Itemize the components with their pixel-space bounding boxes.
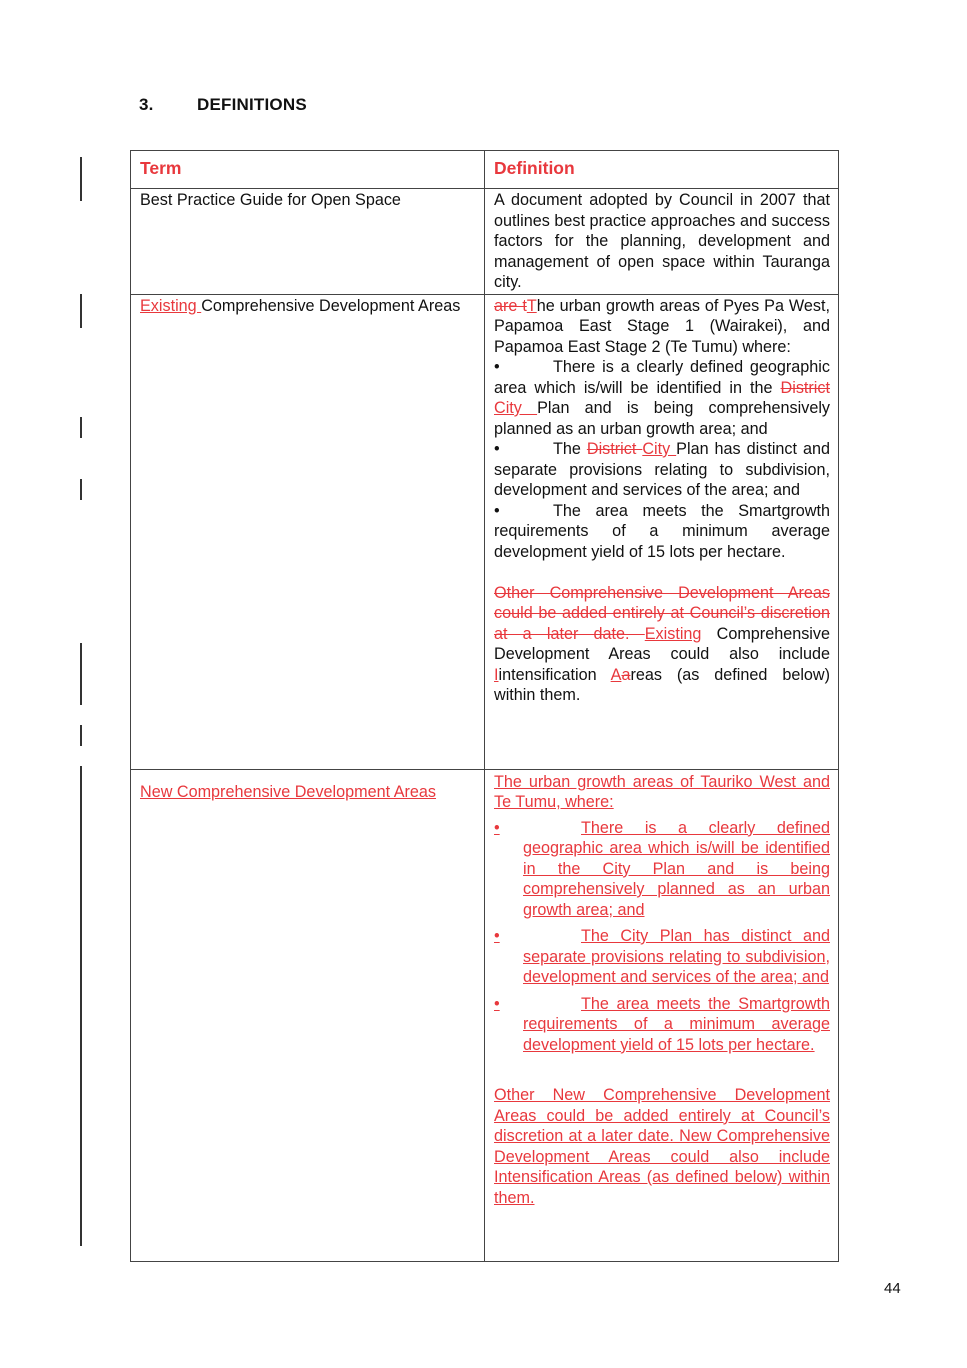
deleted-text: Other Comprehensive Development Areas could be added entirely at Council’s discretion at a later date. xyxy=(494,583,830,643)
section-number: 3. xyxy=(139,95,154,114)
list-item: • There is a clearly defined geographic area which is/will be identified in the City Plan and is being comprehensively planned as an urban growth area; and xyxy=(494,818,830,919)
list-item: • The District City Plan has distinct and separate provisions relating to subdivision, development and services of the area; and xyxy=(494,440,830,499)
term-header: Term xyxy=(131,151,485,189)
list-item: • The area meets the Smartgrowth requirements of a minimum average development yield of 15 lots per hectare. xyxy=(494,501,830,561)
definition-cell: A document adopted by Council in 2007 that outlines best practice approaches and success factors for the planning, development and management of open space within Tauranga city. xyxy=(485,189,839,295)
change-bar xyxy=(80,157,82,201)
change-bar xyxy=(80,725,82,746)
definition-header: Definition xyxy=(485,151,839,189)
inserted-text: T xyxy=(526,296,537,315)
term-cell: Best Practice Guide for Open Space xyxy=(131,189,485,295)
table-row xyxy=(131,294,839,769)
definitions-table xyxy=(130,150,839,1262)
list-item: • The City Plan has distinct and separate provisions relating to subdivision, development and services of the area; and xyxy=(494,927,830,986)
table-header-row xyxy=(131,151,839,189)
change-bar xyxy=(80,643,82,705)
section-title: DEFINITIONS xyxy=(197,95,307,114)
section-heading xyxy=(139,95,307,115)
change-bar xyxy=(80,479,82,500)
change-bar xyxy=(80,417,82,438)
term-cell: New Comprehensive Development Areas xyxy=(131,769,485,1261)
table-row xyxy=(131,189,839,295)
term-cell: Existing Comprehensive Development Areas xyxy=(131,294,485,769)
change-bar xyxy=(80,766,82,1246)
inserted-text: Existing xyxy=(140,296,202,315)
deleted-text: are t xyxy=(494,296,527,315)
page-number: 44 xyxy=(884,1280,901,1297)
definition-cell: The urban growth areas of Tauriko West and Te Tumu, where: • There is a clearly defined geographic area which is/will be identified in the City Plan and is being comprehensively planned as an urban growth area; and • The City Plan has distinct and separate provisions relating to subdivision, development and services of the area; and • The area meets the Smartgrowth requirements of a minimum average development yield of 15 lots per hectare. Other New Comprehensive Development Areas could be added entirely at Council’s discretion at a later date. New Comprehensive Development Areas could also include Intensification Areas (as defined below) within them. xyxy=(485,769,839,1261)
definition-cell: are tThe urban growth areas of Pyes Pa West, Papamoa East Stage 1 (Wairakei), and Papamoa East Stage 2 (Te Tumu) where: • There is a clearly defined geographic area which is/will be identified in the District City Plan and is being comprehensively planned as an urban growth area; and • The District City Plan has distinct and separate provisions relating to subdivision, development and services of the area; and • The area meets the Smartgrowth requirements of a minimum average development yield of 15 lots per hectare. Other Comprehensive Development Areas could be added entirely at Council’s discretion at a later date. Existing Comprehensive Development Areas could also include Iintensification Aareas (as defined below) within them. xyxy=(485,294,839,769)
list-item: • There is a clearly defined geographic area which is/will be identified in the District City Plan and is being comprehensively planned as an urban growth area; and xyxy=(494,358,831,438)
list-item: • The area meets the Smartgrowth requirements of a minimum average development yield of 15 lots per hectare. xyxy=(494,994,830,1054)
change-bar xyxy=(80,294,82,328)
table-row xyxy=(131,769,839,1261)
